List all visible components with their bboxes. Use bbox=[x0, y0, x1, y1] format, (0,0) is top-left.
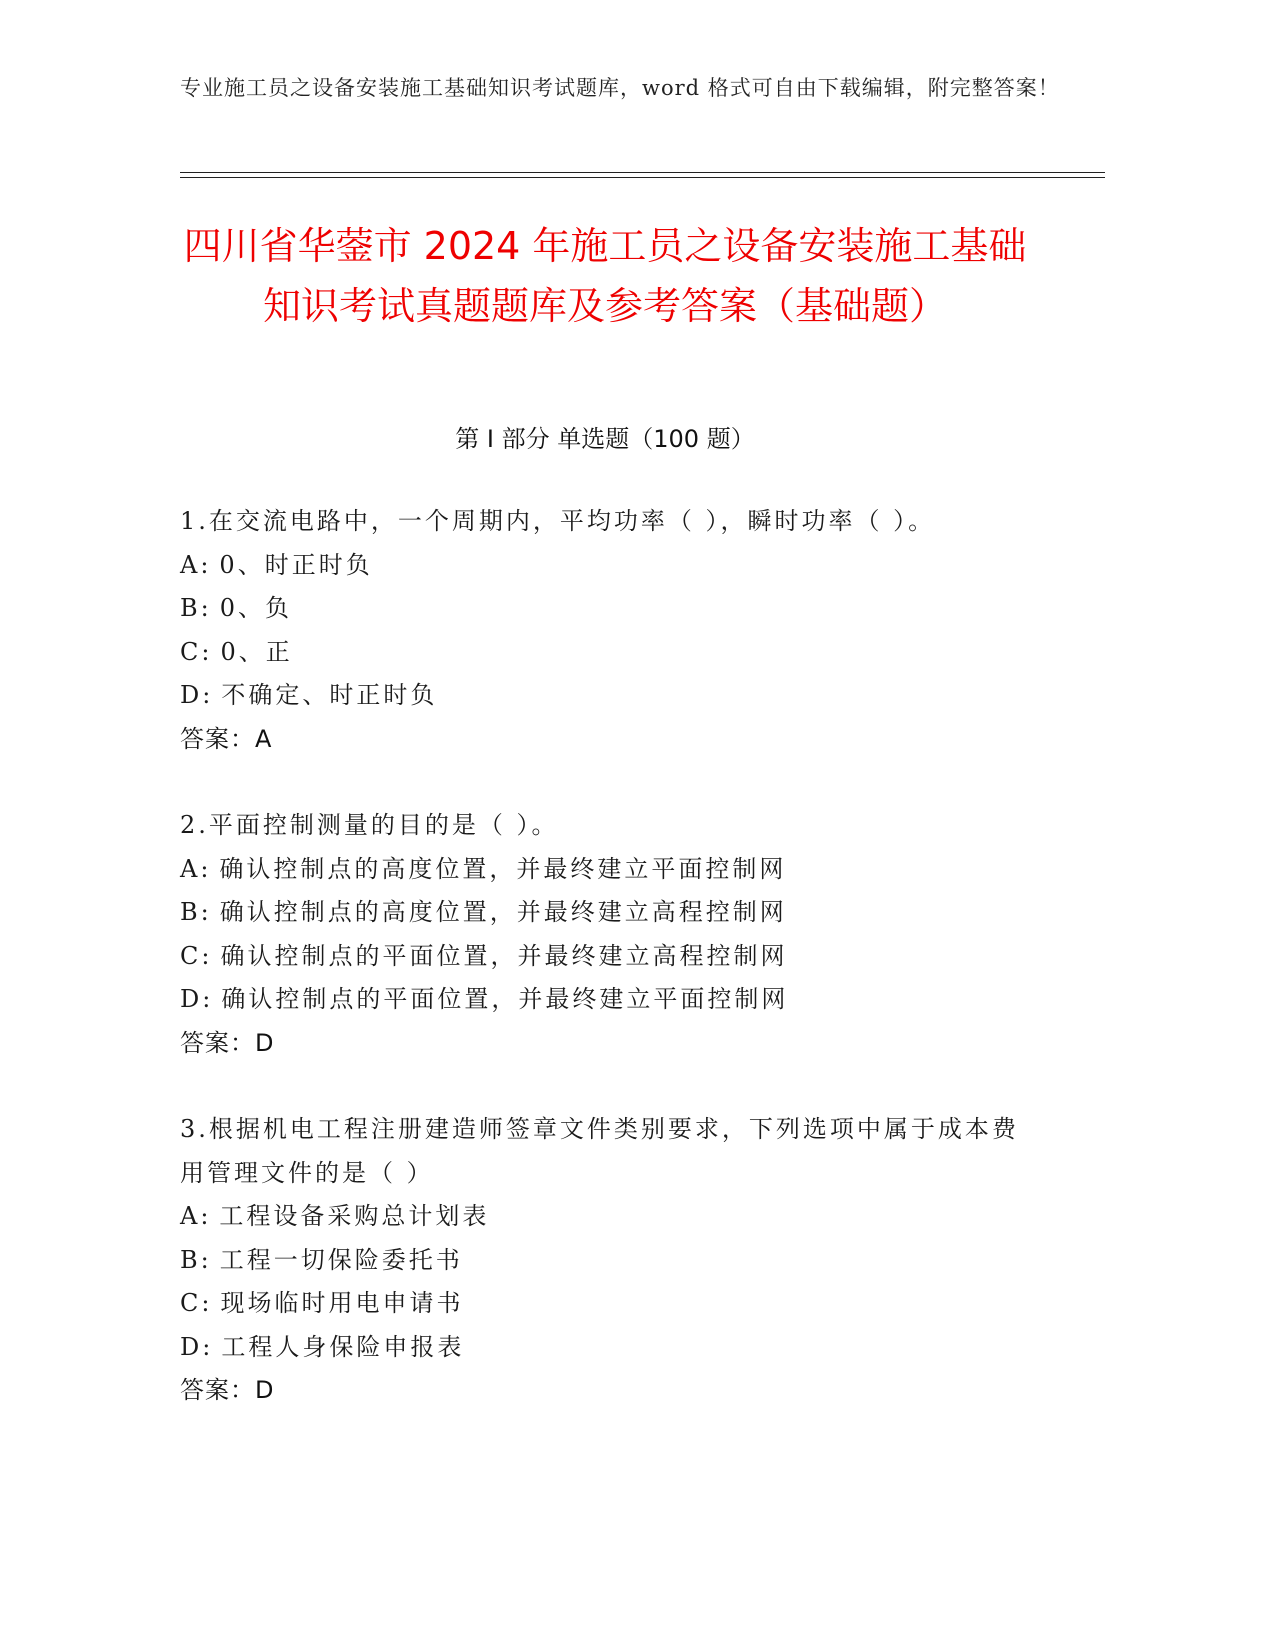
answer-line bbox=[180, 1369, 1030, 1413]
answer-line bbox=[180, 1022, 1030, 1066]
option-c bbox=[180, 1282, 1030, 1326]
option-text: 0、时正时负 bbox=[219, 550, 373, 579]
option-d bbox=[180, 978, 1030, 1022]
option-label: C: bbox=[180, 637, 213, 666]
option-label: A: bbox=[180, 854, 212, 883]
header-note: 专业施工员之设备安装施工基础知识考试题库，word 格式可自由下载编辑，附完整答案！ bbox=[180, 76, 1060, 100]
option-text: 确认控制点的平面位置，并最终建立高程控制网 bbox=[220, 941, 788, 970]
option-d bbox=[180, 674, 1030, 718]
option-label: A: bbox=[180, 1202, 212, 1230]
option-label: B: bbox=[180, 1245, 212, 1274]
option-text: 0、正 bbox=[220, 637, 293, 666]
option-a bbox=[180, 1195, 1030, 1239]
option-text: 确认控制点的高度位置，并最终建立平面控制网 bbox=[219, 854, 787, 883]
option-text: 不确定、时正时负 bbox=[221, 681, 438, 709]
question-3 bbox=[180, 1108, 1030, 1413]
option-label: B: bbox=[180, 594, 212, 622]
option-label: D: bbox=[180, 681, 214, 709]
option-b bbox=[180, 891, 1030, 935]
option-text: 0、负 bbox=[219, 594, 293, 622]
question-stem: 3.根据机电工程注册建造师签章文件类别要求，下列选项中属于成本费用管理文件的是（ ） bbox=[180, 1115, 1019, 1187]
question-1 bbox=[180, 500, 1030, 761]
question-list bbox=[180, 500, 1030, 1456]
option-text: 工程人身保险申报表 bbox=[221, 1332, 465, 1361]
answer-value: A bbox=[255, 724, 273, 753]
option-label: D: bbox=[180, 1332, 214, 1361]
answer-prefix: 答案： bbox=[180, 1376, 255, 1404]
question-stem: 2.平面控制测量的目的是（ ）。 bbox=[180, 811, 559, 839]
option-a bbox=[180, 544, 1030, 588]
option-text: 现场临时用电申请书 bbox=[220, 1289, 464, 1317]
section-heading: 第 I 部分 单选题（100 题） bbox=[455, 425, 755, 453]
option-b bbox=[180, 1239, 1030, 1283]
answer-value: D bbox=[255, 1028, 275, 1057]
option-text: 确认控制点的平面位置，并最终建立平面控制网 bbox=[221, 985, 789, 1013]
header-divider-top bbox=[180, 172, 1105, 173]
question-2 bbox=[180, 804, 1030, 1065]
document-title: 四川省华蓥市 2024 年施工员之设备安装施工基础知识考试真题题库及参考答案（基础题） bbox=[183, 224, 1027, 328]
option-label: B: bbox=[180, 898, 212, 926]
header-divider-bottom bbox=[180, 177, 1105, 178]
question-stem: 1.在交流电路中，一个周期内，平均功率（ ），瞬时功率（ ）。 bbox=[180, 507, 936, 535]
option-label: C: bbox=[180, 1289, 213, 1317]
option-d bbox=[180, 1326, 1030, 1370]
option-label: A: bbox=[180, 550, 212, 579]
option-b bbox=[180, 587, 1030, 631]
answer-prefix: 答案： bbox=[180, 1028, 255, 1057]
option-text: 工程一切保险委托书 bbox=[219, 1245, 463, 1274]
option-text: 工程设备采购总计划表 bbox=[219, 1202, 490, 1230]
option-a bbox=[180, 848, 1030, 892]
option-text: 确认控制点的高度位置，并最终建立高程控制网 bbox=[219, 898, 787, 926]
option-c bbox=[180, 631, 1030, 675]
answer-value: D bbox=[255, 1376, 275, 1404]
option-label: D: bbox=[180, 985, 214, 1013]
answer-prefix: 答案： bbox=[180, 724, 255, 753]
option-label: C: bbox=[180, 941, 213, 970]
option-c bbox=[180, 935, 1030, 979]
answer-line bbox=[180, 718, 1030, 762]
